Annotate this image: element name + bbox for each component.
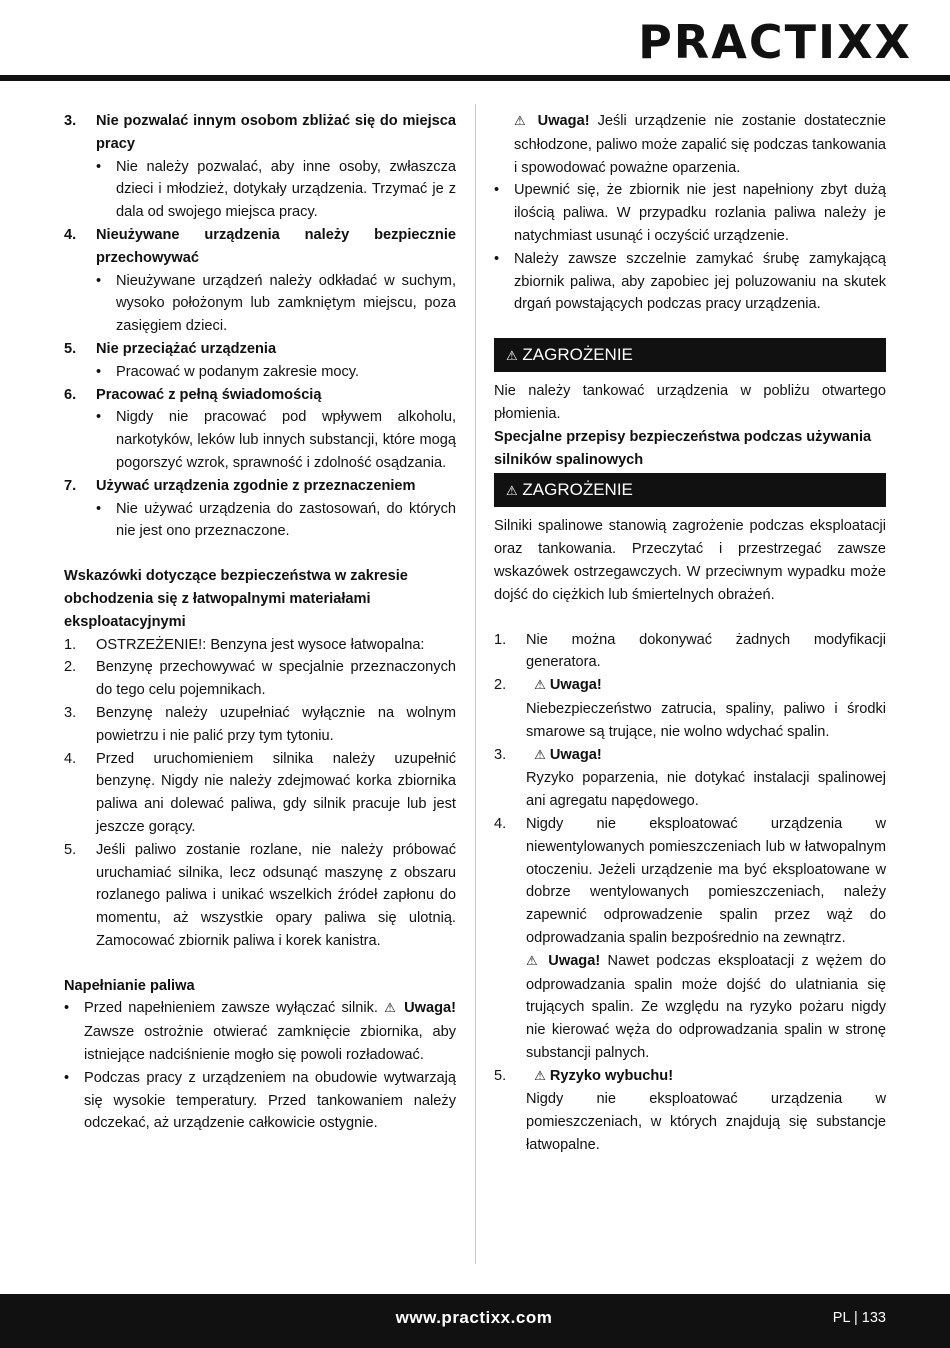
item-text: Ryzyko poparzenia, nie dotykać instalacji spalinowej ani agregatu napędowego. [526, 770, 886, 810]
danger-banner [494, 338, 886, 372]
item-title: Nieużywane urządzenia należy bezpiecznie przechowywać [96, 226, 456, 266]
list-item [494, 1065, 886, 1157]
danger-text: Nie należy tankować urządzenia w pobliżu otwartego płomienia. [494, 383, 886, 422]
list-item [64, 839, 456, 953]
item-text: Nigdy nie eksploatować urządzenia w pomieszczeniach, w których znajdują się substancje łatwopalne. [526, 1091, 886, 1154]
bullet-text: • Nieużywane urządzeń należy odkładać w suchym, wysoko położonym lub zamkniętym miejscu, poza zasięgiem dzieci. [96, 270, 456, 338]
item-title: Nie przeciążać urządzenia [96, 340, 277, 357]
item-number: 6. [64, 386, 77, 403]
item-title: Używać urządzenia zgodnie z przeznaczeniem [96, 477, 416, 494]
list-item [64, 702, 456, 748]
list-item [64, 384, 456, 475]
list-item [64, 110, 456, 224]
list-item [494, 744, 886, 813]
list-item [64, 338, 456, 384]
item-text: Przed uruchomieniem silnika należy uzupełnić benzynę. Nigdy nie należy zdejmować korka zbiornika paliwa ani dolewać paliwa, gdy silnik pracuje lub jest jeszcze gorący. [96, 750, 456, 835]
list-item [64, 656, 456, 702]
warning-note [494, 110, 886, 179]
list-item [494, 813, 886, 1065]
list-item [64, 224, 456, 338]
item-text: Nawet podczas eksploatacji z wężem do odprowadzania spalin może dojść do ulatniania się trujących spalin. Ze względu na ryzyko pożaru nigdy nie kierować węża do odprowadzania spalin w stronę substancji palnych. [526, 952, 886, 1061]
item-text: Nie można dokonywać żadnych modyfikacji generatora. [526, 631, 886, 671]
danger-text: Silniki spalinowe stanowią zagrożenie podczas eksploatacji oraz tankowania. Przeczytać i przestrzegać zawsze wskazówek ostrzegawczych. W przeciwnym wypadku może dojść do ciężkich lub śmiertelnych obrażeń. [494, 518, 886, 603]
item-number: 7. [64, 477, 77, 494]
bullet-text-part: Zawsze ostrożnie otwierać zamknięcie zbiornika, aby istniejące nadciśnienie mogło się powoli rozładować. [84, 1024, 456, 1064]
item-number: 4. [64, 226, 77, 243]
warning-label: Uwaga! [549, 677, 602, 694]
column-divider [475, 104, 476, 1264]
item-number: 3. [64, 113, 77, 129]
warning-label: Uwaga! [549, 746, 602, 763]
item-title: Pracować z pełną świadomością [96, 386, 322, 403]
list-item [64, 634, 456, 657]
warning-icon: ⚠ [534, 678, 546, 694]
warning-text: Jeśli urządzenie nie zostanie dostatecznie schłodzone, paliwo może zapalić się podczas tankowania i spowodować poważne oparzenia. [514, 113, 887, 176]
item-number: 2. [494, 677, 507, 694]
danger-banner [494, 473, 886, 507]
item-text: Niebezpieczeństwo zatrucia, spaliny, paliwo i środki smarowe są trujące, nie wolno wdychać spalin. [526, 700, 886, 740]
item-text: Benzynę przechowywać w specjalnie przeznaczonych do tego celu pojemnikach. [96, 659, 456, 699]
danger-label: ZAGROŻENIE [522, 480, 633, 500]
item-number: 4. [64, 750, 77, 767]
bullet-text: • Nie należy pozwalać, aby inne osoby, zwłaszcza dzieci i młodzież, dotykały urządzenia. Trzymać je z dala od swojego miejsca pracy. [96, 156, 456, 224]
item-text: Benzynę należy uzupełniać wyłącznie na wolnym powietrzu i nie palić przy tym tytoniu. [96, 704, 456, 744]
section-heading-refuel: Napełnianie paliwa [64, 977, 195, 994]
bullet-text: • Upewnić się, że zbiornik nie jest napełniony zbyt dużą ilością paliwa. W przypadku rozlania paliwa należy je natychmiast usunąć i oczyścić urządzenie. [494, 179, 886, 247]
item-number: 1. [494, 631, 507, 648]
brand-logo: PRACTIXX [638, 15, 912, 69]
warning-label: Uwaga! [404, 1000, 456, 1017]
warning-icon: ⚠ [384, 1001, 398, 1017]
list-item [64, 475, 456, 543]
list-item [64, 748, 456, 839]
bullet-text-part: Przed napełnieniem zawsze wyłączać silnik. [84, 1000, 385, 1017]
bullet-text: • Nigdy nie pracować pod wpływem alkoholu, narkotyków, leków lub innych substancji, które mogą pogorszyć wzrok, sprawność i zdolność osądzania. [96, 406, 456, 474]
warning-icon: ⚠ [534, 747, 546, 763]
item-number: 2. [64, 659, 77, 676]
list-item [494, 674, 886, 743]
item-number: 5. [64, 340, 77, 357]
section-heading-engines: Specjalne przepisy bezpieczeństwa podczas używania silników spalinowych [494, 428, 872, 468]
warning-icon: ⚠ [514, 114, 530, 129]
bullet-text: • Nie używać urządzenia do zastosowań, do których nie jest ono przeznaczone. [96, 498, 456, 544]
bullet-text [64, 997, 456, 1066]
footer-bar [0, 1294, 950, 1348]
warning-icon: ⚠ [526, 953, 541, 969]
item-text: Nigdy nie eksploatować urządzenia w niewentylowanych pomieszczeniach lub w łatwopalnym otoczeniu. Jeżeli urządzenie ma być eksploatowane w dobrze wentylowanych pomieszczeniach, należy zapewnić odprowadzenie spalin przez wąż do odprowadzania spalin bezpośrednio na zewnątrz. [526, 815, 886, 946]
item-number: 5. [494, 1067, 507, 1084]
danger-label: ZAGROŻENIE [522, 345, 633, 365]
section-heading-flammable: Wskazówki dotyczące bezpieczeństwa w zakresie obchodzenia się z łatwopalnymi materiałami eksploatacyjnymi [64, 568, 408, 630]
warning-icon: ⚠ [506, 484, 518, 500]
footer-url[interactable]: www.practixx.com [395, 1308, 553, 1327]
item-number: 1. [64, 636, 77, 653]
item-number: 3. [64, 704, 77, 721]
warning-label: Uwaga! [548, 952, 601, 969]
warning-label: Ryzyko wybuchu! [549, 1067, 674, 1084]
header-rule [0, 75, 950, 81]
left-column [64, 110, 456, 1135]
warning-icon: ⚠ [506, 349, 518, 365]
warning-icon: ⚠ [534, 1068, 546, 1084]
right-column [494, 110, 886, 1157]
item-text: OSTRZEŻENIE!: Benzyna jest wysoce łatwopalna: [96, 636, 425, 653]
bullet-text: • Podczas pracy z urządzeniem na obudowie wytwarzają się wysokie temperatury. Przed tankowaniem należy odczekać, aż urządzenie całkowicie ostygnie. [64, 1067, 456, 1135]
item-title: Nie pozwalać innym osobom zbliżać się do miejsca pracy [96, 113, 456, 152]
bullet-text: • Pracować w podanym zakresie mocy. [96, 361, 456, 384]
item-text: Jeśli paliwo zostanie rozlane, nie należy próbować uruchamiać silnika, lecz odsunąć maszynę z obszaru rozlanego paliwa i unikać wszelkich źródeł zapłonu do momentu, aż wszystkie opary paliwa się ulotnią. Zamocować zbiornik paliwa i korek kanistra. [96, 841, 456, 949]
page-number: PL | 133 [832, 1310, 886, 1326]
item-number: 3. [494, 746, 507, 763]
list-item [494, 629, 886, 675]
bullet-text: • Należy zawsze szczelnie zamykać śrubę zamykającą zbiornik paliwa, aby zapobiec jej poluzowaniu na skutek drgań powstających podczas pracy urządzenia. [494, 248, 886, 316]
item-number: 4. [494, 815, 507, 832]
warning-label: Uwaga! [537, 113, 590, 129]
item-number: 5. [64, 841, 77, 858]
